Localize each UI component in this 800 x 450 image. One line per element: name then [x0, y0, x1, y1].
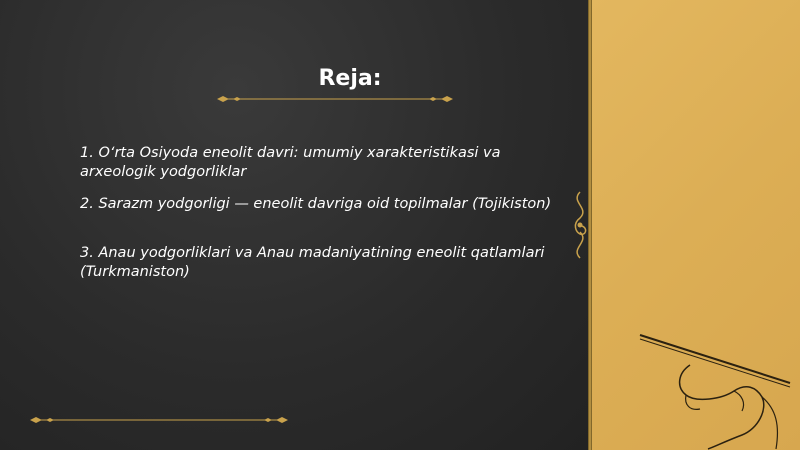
- hand-with-pen-icon: [630, 325, 800, 450]
- ornamental-rule-icon: [28, 413, 290, 427]
- ornamental-rule-icon: [215, 92, 455, 106]
- agenda-item: 1. O‘rta Osiyoda eneolit davri: umumiy xarakteristikasi va arxeologik yodgorliklar: [80, 145, 501, 180]
- agenda-item: 2. Sarazm yodgorligi — eneolit davriga oid topilmalar (Tojikiston): [80, 196, 552, 212]
- scroll-flourish-icon: [566, 190, 594, 260]
- slide-title: Reja:: [318, 66, 382, 91]
- agenda-item: 3. Anau yodgorliklari va Anau madaniyatining eneolit qatlamlari (Turkmaniston): [80, 245, 545, 280]
